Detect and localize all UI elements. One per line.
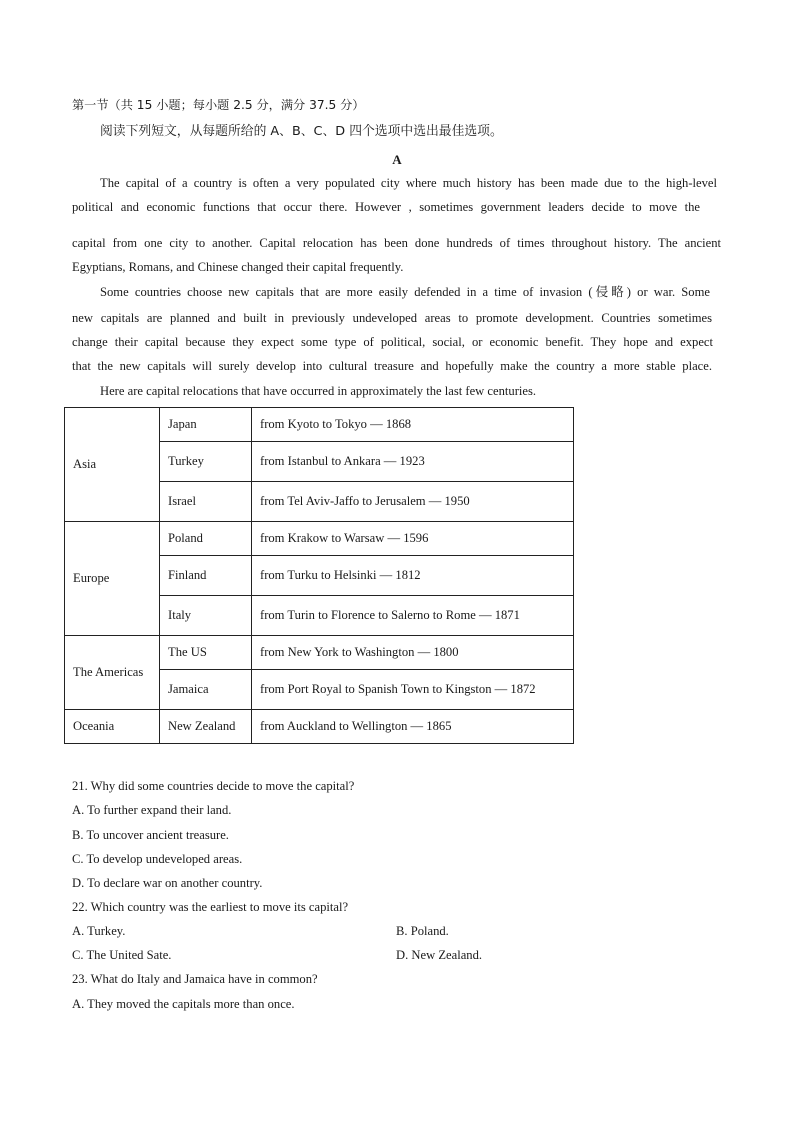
q21-option-c: C. To develop undeveloped areas. xyxy=(72,852,243,866)
relocation-cell: from Port Royal to Spanish Town to Kingston — 1872 xyxy=(252,670,574,710)
q21-option-b: B. To uncover ancient treasure. xyxy=(72,828,229,842)
q22-option-d: D. New Zealand. xyxy=(396,948,483,962)
country-cell: The US xyxy=(160,636,252,670)
section-heading: 第一节（共 15 小题；每小题 2.5 分，满分 37.5 分） xyxy=(72,98,365,112)
region-cell: The Americas xyxy=(65,636,160,710)
relocation-cell: from New York to Washington — 1800 xyxy=(252,636,574,670)
table-row xyxy=(65,522,574,556)
relocation-cell: from Kyoto to Tokyo — 1868 xyxy=(252,408,574,442)
country-cell: Italy xyxy=(160,596,252,636)
p2-line-1: Some countries choose new capitals that are more easily defended in a time of invasion (侵略) or war. Some xyxy=(100,285,710,299)
capital-relocation-table xyxy=(64,407,574,744)
p2-line-2: new capitals are planned and built in previously undeveloped areas to promote development. Countries sometimes xyxy=(72,311,712,325)
q23-stem: 23. What do Italy and Jamaica have in common? xyxy=(72,972,318,986)
country-cell: Poland xyxy=(160,522,252,556)
country-cell: Turkey xyxy=(160,442,252,482)
country-cell: Finland xyxy=(160,556,252,596)
p3-line: Here are capital relocations that have occurred in approximately the last few centuries. xyxy=(100,384,537,398)
relocation-cell: from Istanbul to Ankara — 1923 xyxy=(252,442,574,482)
q21-stem: 21. Why did some countries decide to move the capital? xyxy=(72,779,355,793)
q22-stem: 22. Which country was the earliest to move its capital? xyxy=(72,900,349,914)
p2-line-3: change their capital because they expect some type of political, social, or economic benefit. They hope and expect xyxy=(72,335,713,349)
q21-option-a: A. To further expand their land. xyxy=(72,803,232,817)
relocation-cell: from Krakow to Warsaw — 1596 xyxy=(252,522,574,556)
relocation-cell: from Turin to Florence to Salerno to Rome — 1871 xyxy=(252,596,574,636)
country-cell: Jamaica xyxy=(160,670,252,710)
p1-line-4: Egyptians, Romans, and Chinese changed their capital frequently. xyxy=(72,260,404,274)
q23-option-a: A. They moved the capitals more than once. xyxy=(72,997,295,1011)
country-cell: Israel xyxy=(160,482,252,522)
q22-option-b: B. Poland. xyxy=(396,924,449,938)
country-cell: New Zealand xyxy=(160,710,252,744)
relocation-cell: from Auckland to Wellington — 1865 xyxy=(252,710,574,744)
region-cell: Europe xyxy=(65,522,160,636)
p1-line-1: The capital of a country is often a very populated city where much history has been made due to the high-level xyxy=(100,176,717,190)
relocation-cell: from Turku to Helsinki — 1812 xyxy=(252,556,574,596)
region-cell: Asia xyxy=(65,408,160,522)
q21-option-d: D. To declare war on another country. xyxy=(72,876,263,890)
table-row xyxy=(65,408,574,442)
p1-line-3: capital from one city to another. Capital relocation has been done hundreds of times throughout history. The ancient xyxy=(72,236,721,250)
country-cell: Japan xyxy=(160,408,252,442)
passage-letter: A xyxy=(392,152,402,167)
table-row xyxy=(65,710,574,744)
q22-option-c: C. The United Sate. xyxy=(72,948,172,962)
section-instruction: 阅读下列短文，从每题所给的 A、B、C、D 四个选项中选出最佳选项。 xyxy=(100,124,503,139)
table-row xyxy=(65,636,574,670)
relocation-cell: from Tel Aviv-Jaffo to Jerusalem — 1950 xyxy=(252,482,574,522)
p2-line-4: that the new capitals will surely develop into cultural treasure and hopefully make the country a more stable place. xyxy=(72,359,712,373)
region-cell: Oceania xyxy=(65,710,160,744)
p1-line-2: political and economic functions that occur there. However , sometimes government leaders decide to move the xyxy=(72,200,700,214)
q22-option-a: A. Turkey. xyxy=(72,924,126,938)
